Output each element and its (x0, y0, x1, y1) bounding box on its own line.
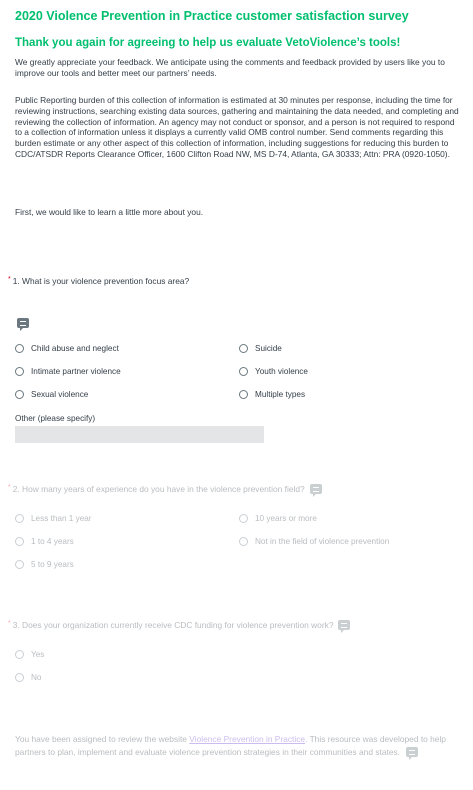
intro-paragraph-feedback: We greatly appreciate your feedback. We anticipate using the comments and feedback provided by users like you to improve our tools and better meet our partners’ needs. (15, 57, 445, 78)
survey-title: 2020 Violence Prevention in Practice customer satisfaction survey (15, 9, 409, 23)
radio-button[interactable] (15, 367, 24, 376)
comment-icon[interactable] (406, 747, 418, 757)
question-1-text: 1. What is your violence prevention focus area? (12, 276, 190, 286)
option-suicide[interactable] (239, 344, 282, 353)
option-label: Multiple types (255, 390, 306, 399)
intro-text-before-link: You have been assigned to review the website (15, 734, 190, 744)
radio-button[interactable] (15, 537, 24, 546)
radio-button[interactable] (239, 367, 248, 376)
review-website-intro (15, 733, 465, 758)
option-label: Youth violence (255, 367, 308, 376)
radio-button[interactable] (239, 344, 248, 353)
option-10-years-or-more[interactable] (239, 514, 317, 523)
option-less-than-1-year[interactable] (15, 514, 92, 523)
radio-button[interactable] (15, 650, 24, 659)
option-label: Intimate partner violence (31, 367, 121, 376)
option-not-in-field[interactable] (239, 537, 389, 546)
option-label: 1 to 4 years (31, 537, 74, 546)
question-2-title (8, 484, 322, 494)
option-child-abuse[interactable] (15, 344, 119, 353)
radio-button[interactable] (15, 344, 24, 353)
option-label: Yes (31, 650, 45, 659)
required-marker: * (8, 276, 11, 283)
radio-button[interactable] (15, 560, 24, 569)
other-specify-input[interactable] (15, 426, 264, 443)
question-2-text: 2. How many years of experience do you have in the violence prevention field? (12, 484, 305, 494)
option-multiple-types[interactable] (239, 390, 305, 399)
question-1-title (8, 276, 189, 286)
intro-paragraph-burden: Public Reporting burden of this collection of information is estimated at 30 minutes per response, including the time for reviewing instructions, searching existing data sources, gathering and maintaining the data needed, and completing and reviewing the collection of information. An agency may not conduct or sponsor, and a person is not required to respond to a collection of information unless it displays a currently valid OMB control number. Send comments regarding this burden estimate or any other aspect of this collection of information, including suggestions for reducing this burden to CDC/ATSDR Reports Clearance Officer, 1600 Clifton Road NW, MS D-74, Atlanta, GA 30333; Attn: PRA (0920-1050). (15, 95, 459, 159)
option-youth-violence[interactable] (239, 367, 308, 376)
question-1-comment-button[interactable] (17, 314, 29, 332)
option-label: 5 to 9 years (31, 560, 74, 569)
required-marker: * (8, 484, 11, 491)
required-marker: * (8, 620, 11, 627)
option-label: Child abuse and neglect (31, 344, 119, 353)
radio-button[interactable] (15, 514, 24, 523)
question-3-title (8, 620, 350, 630)
radio-button[interactable] (15, 673, 24, 682)
survey-subtitle: Thank you again for agreeing to help us evaluate VetoViolence’s tools! (15, 37, 401, 49)
option-label: Not in the field of violence prevention (255, 537, 390, 546)
option-yes[interactable] (15, 650, 44, 659)
comment-icon[interactable] (310, 484, 322, 494)
option-label: Suicide (255, 344, 282, 353)
option-label: Sexual violence (31, 390, 89, 399)
intro-paragraph-about-you: First, we would like to learn a little more about you. (15, 207, 204, 217)
intro-text-after-link: . This resource was developed to help partners to plan, implement and evaluate violence prevention strategies in their communities and states. (15, 734, 446, 757)
violence-prevention-in-practice-link[interactable]: Violence Prevention in Practice (189, 734, 306, 744)
option-label: 10 years or more (255, 514, 317, 523)
option-no[interactable] (15, 673, 41, 682)
radio-button[interactable] (15, 390, 24, 399)
option-5-to-9-years[interactable] (15, 560, 74, 569)
question-3-text: 3. Does your organization currently receive CDC funding for violence prevention work? (12, 620, 334, 630)
option-sexual-violence[interactable] (15, 390, 88, 399)
comment-icon[interactable] (338, 620, 350, 630)
other-specify-label: Other (please specify) (15, 414, 96, 423)
option-1-to-4-years[interactable] (15, 537, 74, 546)
comment-icon (17, 318, 29, 328)
radio-button[interactable] (239, 514, 248, 523)
radio-button[interactable] (239, 390, 248, 399)
option-intimate-partner-violence[interactable] (15, 367, 121, 376)
option-label: No (31, 673, 42, 682)
option-label: Less than 1 year (31, 514, 92, 523)
radio-button[interactable] (239, 537, 248, 546)
